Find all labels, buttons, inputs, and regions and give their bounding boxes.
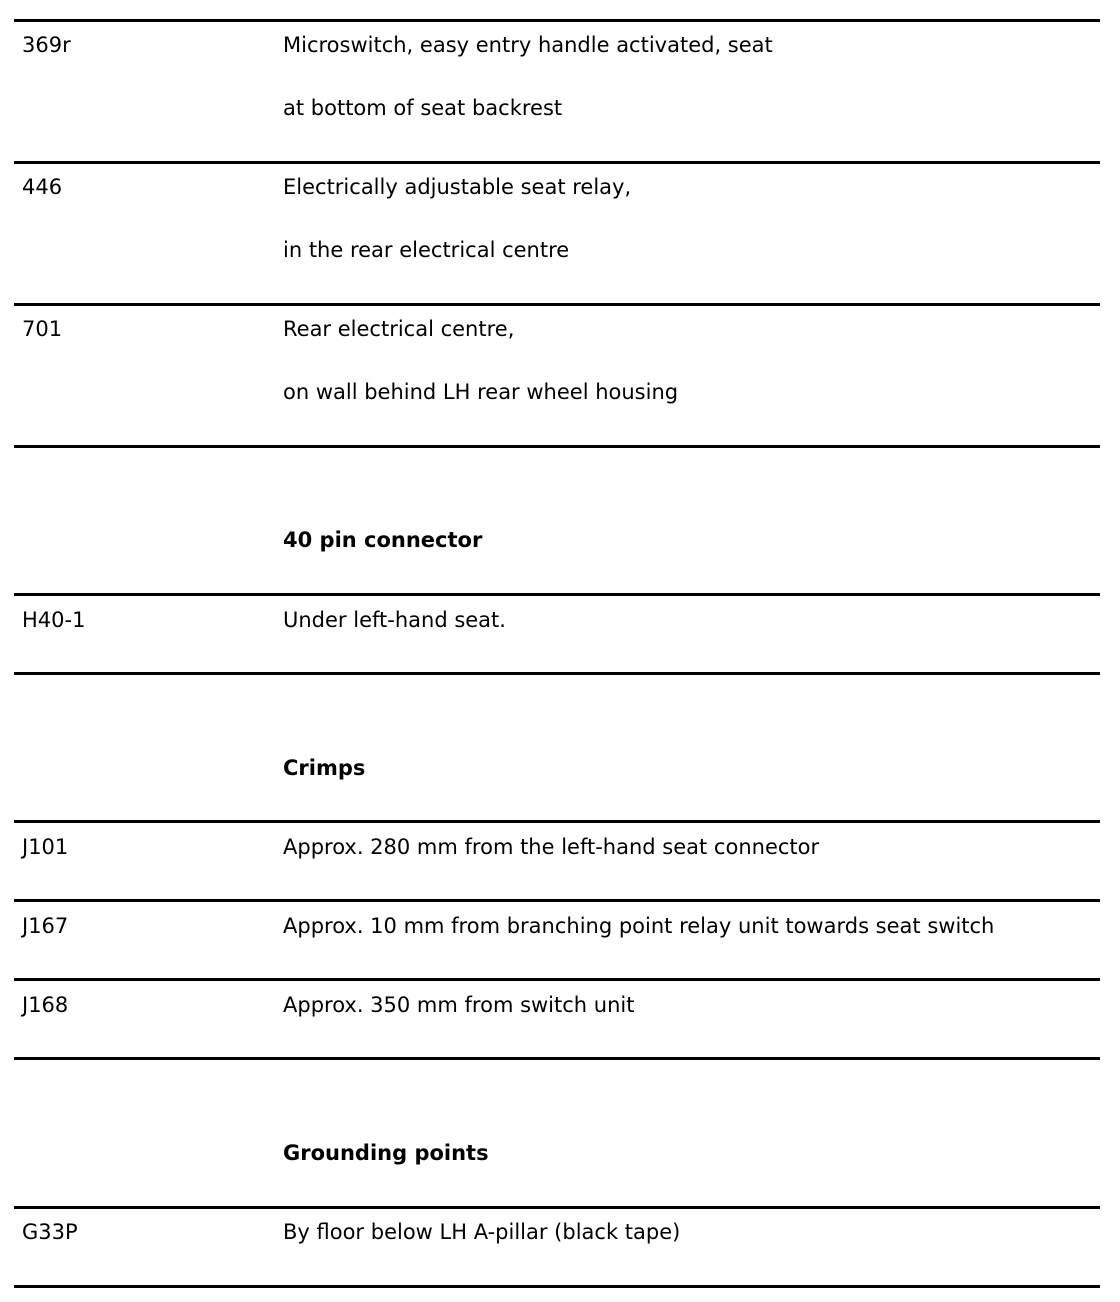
table-rule: [14, 445, 1100, 448]
connector-code: H40-1: [22, 608, 86, 632]
component-location: in the rear electrical centre: [283, 238, 570, 262]
table-rule: [14, 672, 1100, 675]
table-rule: [14, 19, 1100, 22]
component-description: Microswitch, easy entry handle activated, seat: [283, 33, 773, 57]
crimp-location: Approx. 280 mm from the left-hand seat connector: [283, 835, 820, 859]
component-location: at bottom of seat backrest: [283, 96, 563, 120]
component-code: 369r: [22, 33, 71, 57]
table-rule: [14, 161, 1100, 164]
crimp-code: J101: [22, 835, 69, 859]
connector-location: Under left-hand seat.: [283, 608, 506, 632]
section-heading-crimps: Crimps: [283, 756, 366, 780]
table-rule: [14, 978, 1100, 981]
section-heading-connector: 40 pin connector: [283, 528, 483, 552]
table-rule: [14, 303, 1100, 306]
table-rule: [14, 1206, 1100, 1209]
grounding-location: By floor below LH A-pillar (black tape): [283, 1220, 681, 1244]
crimp-code: J168: [22, 993, 69, 1017]
crimp-location: Approx. 350 mm from switch unit: [283, 993, 635, 1017]
component-description: Electrically adjustable seat relay,: [283, 175, 632, 199]
component-code: 701: [22, 317, 63, 341]
table-rule: [14, 820, 1100, 823]
crimp-location: Approx. 10 mm from branching point relay unit towards seat switch: [283, 914, 995, 938]
component-code: 446: [22, 175, 63, 199]
component-description: Rear electrical centre,: [283, 317, 515, 341]
crimp-code: J167: [22, 914, 69, 938]
table-rule: [14, 899, 1100, 902]
table-rule: [14, 593, 1100, 596]
table-rule: [14, 1057, 1100, 1060]
section-heading-grounding: Grounding points: [283, 1141, 489, 1165]
grounding-code: G33P: [22, 1220, 78, 1244]
table-rule: [14, 1285, 1100, 1288]
component-location: on wall behind LH rear wheel housing: [283, 380, 679, 404]
